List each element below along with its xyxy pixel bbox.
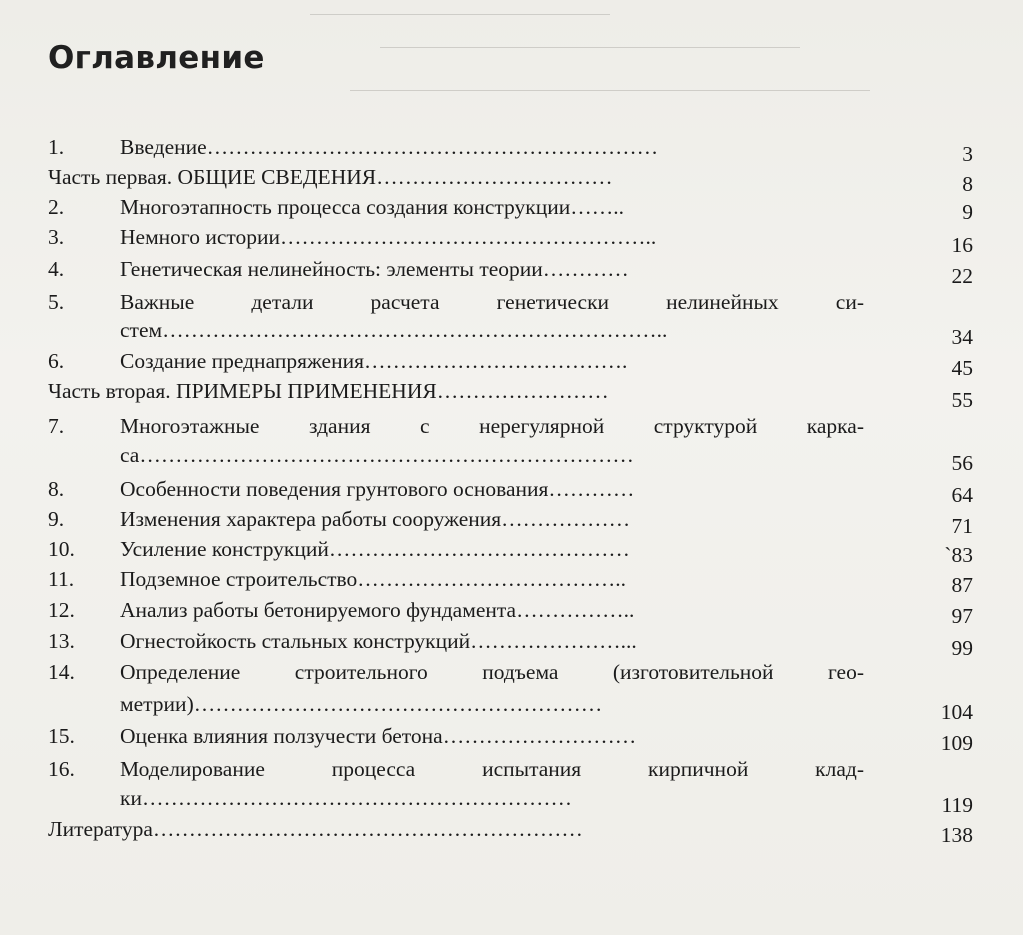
toc-entry-title: Генетическая нелинейность: элементы теории………… bbox=[120, 257, 629, 281]
toc-entry-page: 9 bbox=[962, 200, 973, 224]
toc-entry-title: Моделирование процесса испытания кирпичной клад- bbox=[120, 757, 864, 781]
toc-part-title: Часть вторая. ПРИМЕРЫ ПРИМЕНЕНИЯ…………………… bbox=[48, 379, 609, 403]
toc-entry-page: 99 bbox=[951, 636, 973, 660]
toc-entry-page: 109 bbox=[940, 731, 973, 755]
toc-entry-title: Огнестойкость стальных конструкций…………………... bbox=[120, 629, 637, 653]
toc-part-title: Часть первая. ОБЩИЕ СВЕДЕНИЯ…………………………… bbox=[48, 165, 613, 189]
toc-entry-page: 71 bbox=[951, 514, 973, 538]
toc-entry-number: 16. bbox=[48, 757, 75, 781]
toc-entry-page: 34 bbox=[951, 325, 973, 349]
toc-entry-page: 104 bbox=[940, 700, 973, 724]
toc-entry-page: 119 bbox=[941, 793, 973, 817]
toc-entry-title-continuation: ки…………………………………………………… bbox=[120, 786, 572, 810]
toc-entry-title: Создание преднапряжения………………………………. bbox=[120, 349, 628, 373]
toc-entry-number: 2. bbox=[48, 195, 65, 219]
toc-entry-number: 14. bbox=[48, 660, 75, 684]
toc-entry-page: `83 bbox=[944, 543, 973, 567]
toc-entry-page: 22 bbox=[951, 264, 973, 288]
toc-entry-page: 56 bbox=[951, 451, 973, 475]
toc-entry-title: Литература…………………………………………………… bbox=[48, 817, 583, 841]
toc-entry-page: 64 bbox=[951, 483, 973, 507]
toc-entry-title: Подземное строительство……………………………….. bbox=[120, 567, 627, 591]
toc-entry-page: 3 bbox=[962, 142, 973, 166]
toc-entry-title: Немного истории…………………………………………….. bbox=[120, 225, 657, 249]
toc-entry-page: 8 bbox=[962, 172, 973, 196]
toc-entry-number: 15. bbox=[48, 724, 75, 748]
toc-entry-number: 3. bbox=[48, 225, 65, 249]
toc-entry-title: Введение……………………………………………………… bbox=[120, 135, 659, 159]
toc-entry-number: 8. bbox=[48, 477, 65, 501]
toc-entry-title: Особенности поведения грунтового основания………… bbox=[120, 477, 635, 501]
toc-entry-page: 55 bbox=[951, 388, 973, 412]
toc-entry-title: Усиление конструкций…………………………………… bbox=[120, 537, 630, 561]
toc-entry-number: 7. bbox=[48, 414, 65, 438]
toc-entry-title: Анализ работы бетонируемого фундамента…………….. bbox=[120, 598, 635, 622]
toc-entry-number: 5. bbox=[48, 290, 65, 314]
toc-entry-number: 6. bbox=[48, 349, 65, 373]
toc-entry-title: Определение строительного подъема (изготовительной гео- bbox=[120, 660, 864, 684]
toc-entry-page: 16 bbox=[951, 233, 973, 257]
toc-entry-number: 4. bbox=[48, 257, 65, 281]
toc-heading: Оглавление bbox=[48, 40, 265, 76]
toc-entry-title: Многоэтапность процесса создания конструкции…….. bbox=[120, 195, 624, 219]
toc-entry-number: 11. bbox=[48, 567, 75, 591]
toc-entry-page: 97 bbox=[951, 604, 973, 628]
toc-entry-page: 138 bbox=[940, 823, 973, 847]
toc-entry-title: Многоэтажные здания с нерегулярной структурой карка- bbox=[120, 414, 864, 438]
toc-entry-number: 13. bbox=[48, 629, 75, 653]
toc-entry-title-continuation: метрии)………………………………………………… bbox=[120, 692, 603, 716]
toc-entry-number: 12. bbox=[48, 598, 75, 622]
toc-entry-number: 1. bbox=[48, 135, 65, 159]
toc-entry-title: Оценка влияния ползучести бетона……………………… bbox=[120, 724, 637, 748]
toc-entry-page: 45 bbox=[951, 356, 973, 380]
toc-entry-number: 9. bbox=[48, 507, 65, 531]
toc-entry-title-continuation: са…………………………………………………………… bbox=[120, 443, 634, 467]
toc-entry-number: 10. bbox=[48, 537, 75, 561]
toc-entry-title-continuation: стем…………………………………………………………….. bbox=[120, 318, 668, 342]
toc-entry-title: Важные детали расчета генетически нелинейных си- bbox=[120, 290, 864, 314]
toc-entry-title: Изменения характера работы сооружения……………… bbox=[120, 507, 631, 531]
toc-entry-page: 87 bbox=[951, 573, 973, 597]
